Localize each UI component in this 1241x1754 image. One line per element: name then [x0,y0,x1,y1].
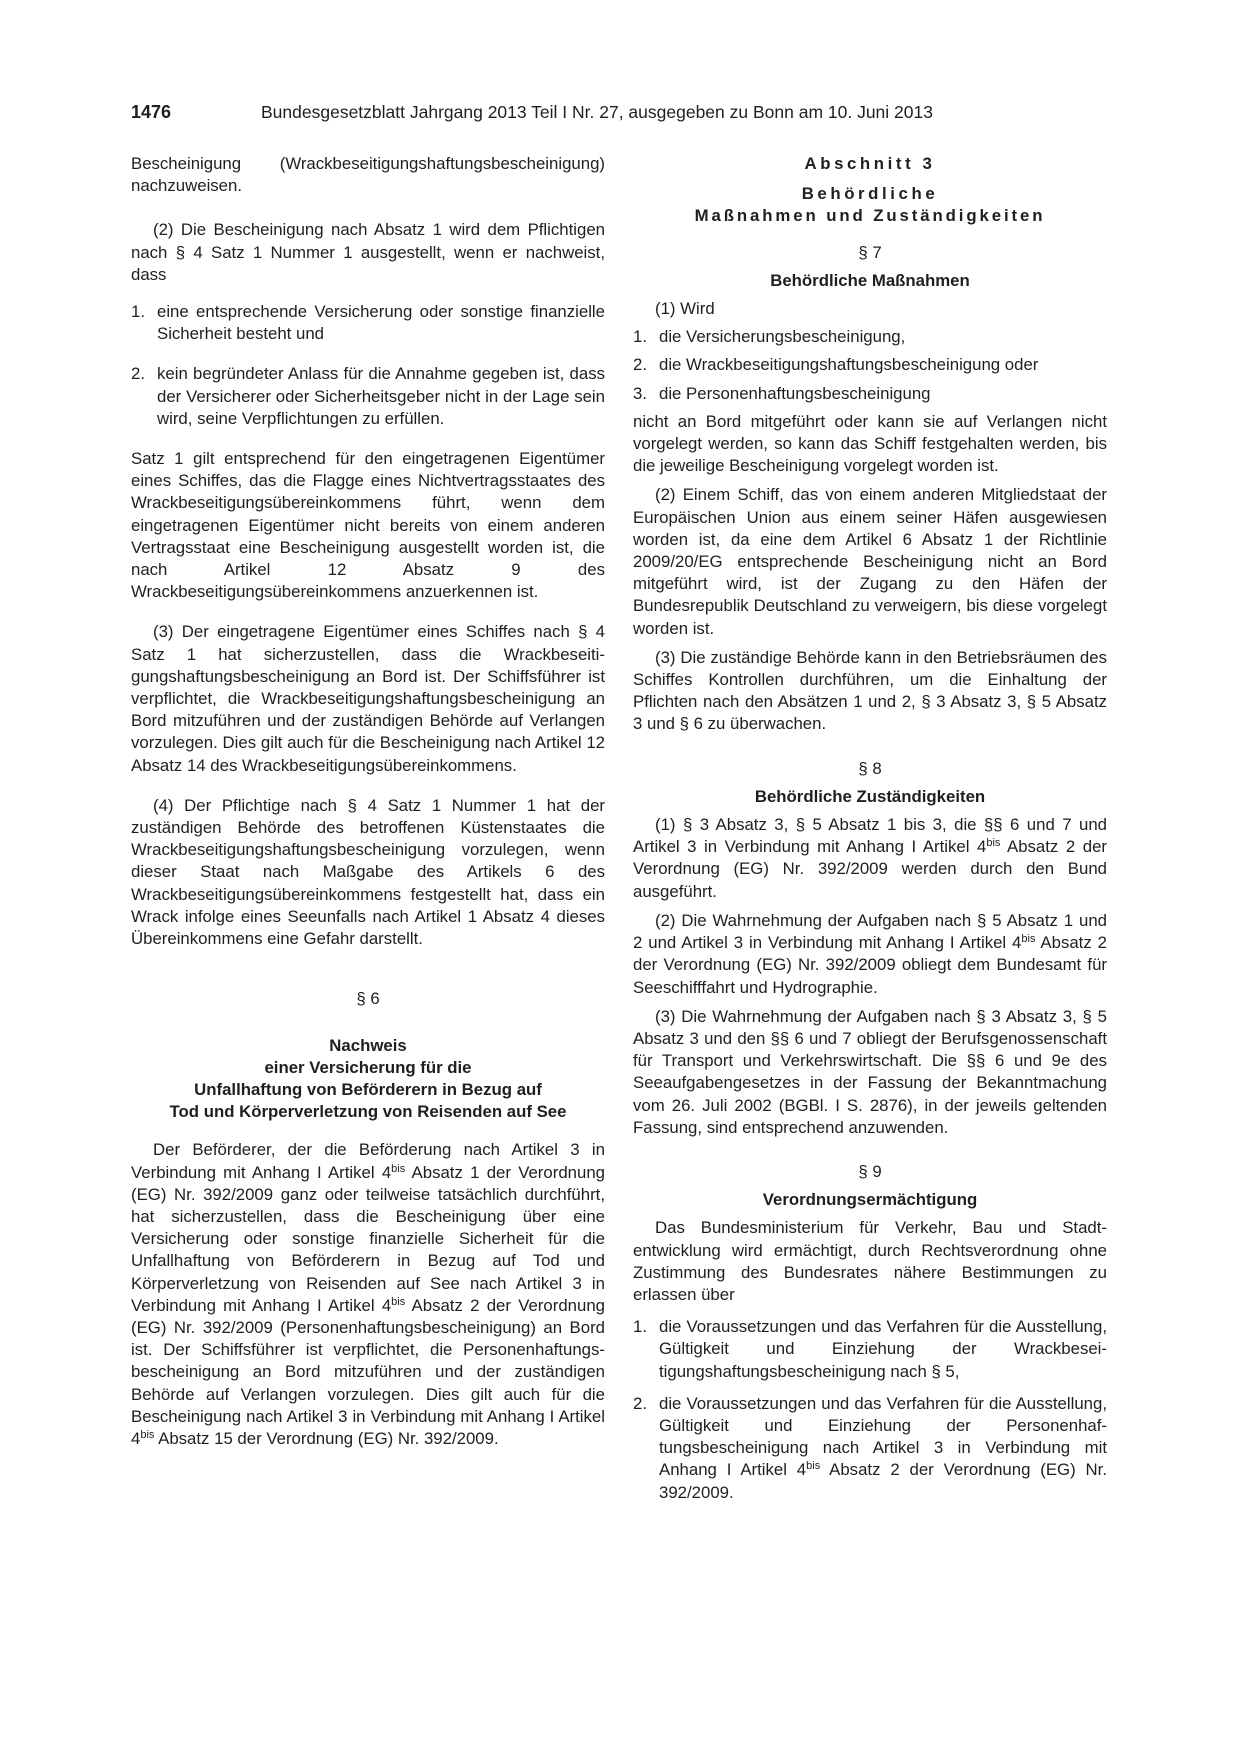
list-text: die Voraussetzungen und das Verfahren für die Ausstellung, Gültigkeit und Einziehung der Wrackbeseitigungshaftungsbescheinigung nach § 5, [659,1317,1107,1381]
section-number: § 9 [858,1161,882,1181]
text-run: Absatz 2 der Verordnung (EG) Nr. 392/2009. [659,1460,1108,1502]
list-text: eine entsprechende Versicherung oder sonstige finanzielle Sicherheit besteht und [157,302,605,344]
paragraph: Bescheinigung (Wrackbeseitigungshaftungsbescheinigung) nachzuweisen. [131,154,605,196]
paragraph: (2) Die Bescheinigung nach Absatz 1 wird dem Pflichtigen nach § 4 Satz 1 Nummer 1 ausgestellt, wenn er nachweist, dass [131,220,605,284]
list-number: 1. [633,1317,647,1337]
section-title-line: Nachweis [329,1035,407,1055]
list-text [659,1394,1107,1502]
section-title-line: Tod und Körperverletzung von Reisenden auf See [169,1102,567,1122]
superscript: bis [140,1428,155,1441]
list-item [633,383,1107,405]
paragraph: (3) Der eingetragene Eigentümer eines Schiffes nach § 4 Satz 1 hat sicherzustellen, dass die Wrackbeseitigungshaftungsbescheinigung an Bord ist. Der Schiffsführer ist verpflichtet, die Wrackbeseitigungshaftungsbescheinigung an Bord mitzuführen und der zuständigen Behörde auf Verlangen vorzulegen. Dies gilt auch für die Bescheinigung nach Artikel 12 Absatz 14 des Wrackbeseitigungsübereinkommens. [131,622,605,775]
list-number: 2. [633,1393,647,1413]
list-text: die Personenhaftungsbescheinigung [659,383,931,403]
superscript: bis [391,1295,406,1308]
paragraph: (1) Wird [655,299,715,319]
list-item [633,326,1107,348]
section-title-line: einer Versicherung für die [264,1057,472,1077]
header-title: Bundesgesetzblatt Jahrgang 2013 Teil I Nr. 27, ausgegeben zu Bonn am 10. Juni 2013 [261,102,933,122]
paragraph [633,910,1107,999]
paragraph: (3) Die Wahrnehmung der Aufgaben nach § 3 Absatz 3, § 5 Absatz 3 und den §§ 6 und 7 obliegt der Berufsgenossenschaft für Transport und Verkehrswirtschaft. Die §§ 6 und 9e des Seeaufgabengesetzes in der Fassung der Bekanntmachung vom 26. Juli 2002 (BGBl. I S. 2876), in der jeweils geltenden Fassung, sind entsprechend anzuwenden. [633,1006,1107,1137]
superscript: bis [391,1162,406,1175]
section-title [131,1035,605,1124]
section-title: Behördliche Maßnahmen [770,270,970,290]
list-text: die Wrackbeseitigungshaftungsbescheinigung oder [659,355,1039,375]
paragraph: Satz 1 gilt entsprechend für den eingetragenen Eigentümer eines Schiffes, das die Flagge eines Nichtvertragsstaates des Wrackbeseitigungsübereinkommens führt, wenn dem eingetragenen Eigentümer nicht bereits von einem anderen Vertragsstaat eine Bescheinigung ausgestellt worden ist, die nach Artikel 12 Absatz 9 des Wrackbeseitigungsübereinkommens anzuerkennen ist. [131,449,605,602]
list-item [633,354,1107,376]
list-item [131,363,605,430]
list-number: 1. [131,302,145,322]
chapter-heading: Abschnitt 3 [804,154,936,173]
section-number: § 8 [858,758,882,778]
text-run: (1) § 3 Absatz 3, § 5 Absatz 1 bis 3, die §§ 6 und 7 und Artikel 3 in Verbindung mit Anhang I Artikel 4 [633,815,1107,857]
list-number: 2. [633,355,647,375]
list-number: 1. [633,327,647,347]
paragraph [633,814,1107,903]
text-run: Der Beförderer, der die Beförderung nach Artikel 3 in Verbindung mit Anhang I Artikel 4 [131,1140,605,1182]
paragraph: (2) Einem Schiff, das von einem anderen Mitgliedstaat der Europäischen Union aus einem seiner Häfen ausgewiesen worden ist, da eine dem Artikel 6 Absatz 1 der Richtlinie 2009/20/EG entsprechende Bescheinigung nicht an Bord mitgeführt wird, ist der Zugang zu den Häfen der Bundesrepublik Deutschland zu verweigern, bis diese vorgelegt worden ist. [633,485,1107,638]
text-run: (2) Die Wahrnehmung der Aufgaben nach § 5 Absatz 1 und 2 und Artikel 3 in Verbindung mit Anhang I Artikel 4 [633,910,1107,953]
section-number: § 7 [858,242,882,262]
superscript: bis [806,1460,821,1473]
superscript: bis [1021,933,1036,946]
text-run: die Voraussetzungen und das Verfahren für die Ausstellung, Gültigkeit und Einziehung der Personenhaftungsbescheinigung nach Artikel 3 in Verbindung mit Anhang I Artikel 4 [659,1393,1107,1480]
list-number: 3. [633,383,647,403]
paragraph: (3) Die zuständige Behörde kann in den Betriebsräumen des Schiffes Kontrollen durchführen, um die Einhaltung der Pflichten nach den Absätzen 1 und 2, § 3 Absatz 3, § 5 Absatz 3 und § 6 zu überwachen. [633,647,1107,734]
section-title-line: Unfallhaftung von Beförderern in Bezug auf [194,1079,542,1099]
left-column [131,153,605,1450]
text-run: Absatz 2 der Verordnung (EG) Nr. 392/2009 (Personenhaftungsbescheinigung) an Bord ist. Der Schiffsführer ist verpflichtet, die Personenhaftungsbescheinigung an Bord mitzuführen und der zuständigen Behörde auf Verlangen vorzulegen. Dies gilt auch für die Bescheinigung nach Artikel 3 in Verbindung mit Anhang I Artikel 4 [131,1295,605,1448]
text-run: Absatz 15 der Verordnung (EG) Nr. 392/2009. [154,1428,499,1448]
list-text: die Versicherungsbescheinigung, [659,327,906,347]
chapter-title: Behördliche [801,184,939,204]
chapter-title: Maßnahmen und Zuständigkeiten [694,206,1046,226]
list-item [633,1316,1107,1383]
list-text: kein begründeter Anlass für die Annahme gegeben ist, dass der Versicherer oder Sicherheitsgeber nicht in der Lage sein wird, seine Verpflichtungen zu erfüllen. [157,364,605,428]
page-number: 1476 [131,102,172,122]
section-number: § 6 [356,989,380,1009]
paragraph: (4) Der Pflichtige nach § 4 Satz 1 Nummer 1 hat der zuständigen Behörde des betroffenen Küstenstaates die Wrackbeseitigungshaftungsbescheinigung vorzulegen, wenn dieser Staat nach Maßgabe des Artikels 6 des Wrackbeseitigungsübereinkommens festgestellt hat, dass ein Wrack infolge eines Seeunfalls nach Artikel 1 Absatz 4 dieses Übereinkommens eine Gefahr darstellt. [131,795,605,949]
text-run: Absatz 1 der Verordnung (EG) Nr. 392/2009 ganz oder teilweise tatsächlich durchführt, hat sicherzustellen, dass die Bescheinigung über eine Versicherung oder sonstige finanzielle Sicherheit für die Unfallhaftung von Beförderern in Bezug auf Tod und Körperverletzung von Reisenden auf See nach Artikel 3 in Verbindung mit Anhang I Artikel 4 [131,1162,605,1315]
right-column [633,153,1107,1504]
text-run: Absatz 2 der Verordnung (EG) Nr. 392/2009 werden durch den Bund ausgeführt. [633,837,1108,901]
section-title: Verordnungsermächtigung [762,1190,978,1210]
page-header [131,101,1111,127]
paragraph: nicht an Bord mitgeführt oder kann sie auf Verlangen nicht vorgelegt werden, so kann das Schiff festgehalten werden, bis die jeweilige Bescheinigung vorgelegt worden ist. [633,411,1107,476]
section-title: Behördliche Zuständigkeiten [754,786,986,806]
paragraph: Das Bundesministerium für Verkehr, Bau und Stadtentwicklung wird ermächtigt, durch Rechtsverordnung ohne Zustimmung des Bundesrates nähere Bestimmungen zu erlassen über [633,1218,1107,1304]
list-item [633,1393,1107,1504]
superscript: bis [986,837,1001,850]
list-number: 2. [131,364,145,384]
paragraph [131,1139,605,1450]
text-run: Absatz 2 der Verordnung (EG) Nr. 392/2009 obliegt dem Bundesamt für Seeschifffahrt und Hydrographie. [633,933,1107,997]
list-item [131,301,605,345]
